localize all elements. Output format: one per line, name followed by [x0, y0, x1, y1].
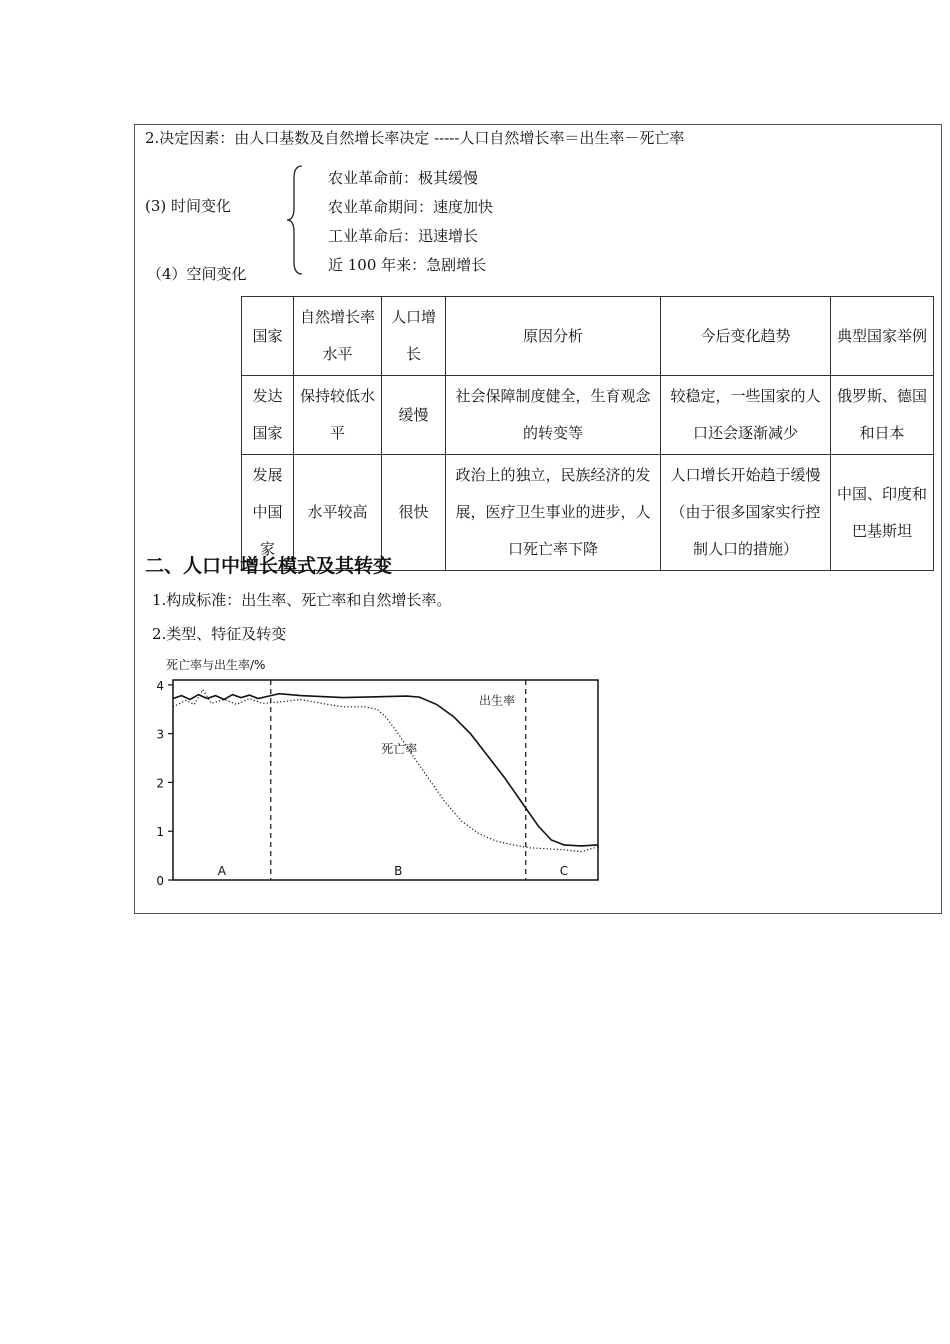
time-change-item: 农业革命期间：速度加快	[328, 198, 494, 216]
section-heading: 二、人口中增长模式及其转变	[145, 555, 393, 577]
table-cell: 发展中国家	[242, 455, 294, 571]
y-tick-label: 4	[156, 678, 164, 693]
table-cell: 很快	[382, 455, 446, 571]
time-change-item: 工业革命后：迅速增长	[328, 227, 479, 245]
table-cell: 中国、印度和巴基斯坦	[831, 455, 934, 571]
curly-brace-icon	[286, 164, 306, 276]
table-header-cell: 自然增长率水平	[294, 297, 382, 376]
table-header-cell: 原因分析	[446, 297, 661, 376]
table-cell: 人口增长开始趋于缓慢（由于很多国家实行控制人口的措施）	[661, 455, 831, 571]
series-annotation: 死亡率	[381, 742, 418, 757]
y-tick-label: 2	[156, 776, 164, 791]
table-cell: 水平较高	[294, 455, 382, 571]
plot-frame	[173, 680, 598, 880]
table-cell: 政治上的独立，民族经济的发展，医疗卫生事业的进步，人口死亡率下降	[446, 455, 661, 571]
time-change-label: (3) 时间变化	[145, 197, 232, 215]
table-header-cell: 国家	[242, 297, 294, 376]
table-cell: 较稳定，一些国家的人口还会逐渐减少	[661, 376, 831, 455]
table-header-cell: 今后变化趋势	[661, 297, 831, 376]
table-cell: 俄罗斯、德国和日本	[831, 376, 934, 455]
y-tick-label: 1	[156, 825, 164, 840]
y-tick-label: 3	[156, 727, 164, 742]
table-header-cell: 典型国家举例	[831, 297, 934, 376]
y-tick-label: 0	[156, 874, 164, 888]
table-cell: 社会保障制度健全，生育观念的转变等	[446, 376, 661, 455]
table-row	[242, 376, 934, 455]
population-table	[241, 296, 934, 571]
population-transition-chart	[148, 656, 604, 888]
table-cell: 缓慢	[382, 376, 446, 455]
criteria-text: 1.构成标准：出生率、死亡率和自然增长率。	[152, 591, 452, 609]
space-change-label: （4）空间变化	[147, 265, 247, 283]
series-line	[173, 690, 598, 852]
table-cell: 发达国家	[242, 376, 294, 455]
table-header-row	[242, 297, 934, 376]
time-change-item: 农业革命前：极其缓慢	[328, 169, 479, 187]
table-header-cell: 人口增长	[382, 297, 446, 376]
types-text: 2.类型、特征及转变	[152, 625, 287, 643]
series-annotation: 出生率	[479, 693, 516, 708]
time-change-item: 近 100 年来：急剧增长	[328, 256, 487, 274]
phase-label: A	[217, 864, 226, 878]
phase-label: B	[394, 864, 403, 878]
y-axis-label: 死亡率与出生率/%	[166, 658, 266, 672]
phase-label: C	[559, 864, 569, 878]
table-cell: 保持较低水平	[294, 376, 382, 455]
determinants-text: 2.决定因素：由人口基数及自然增长率决定 -----人口自然增长率＝出生率－死亡率	[145, 129, 685, 147]
